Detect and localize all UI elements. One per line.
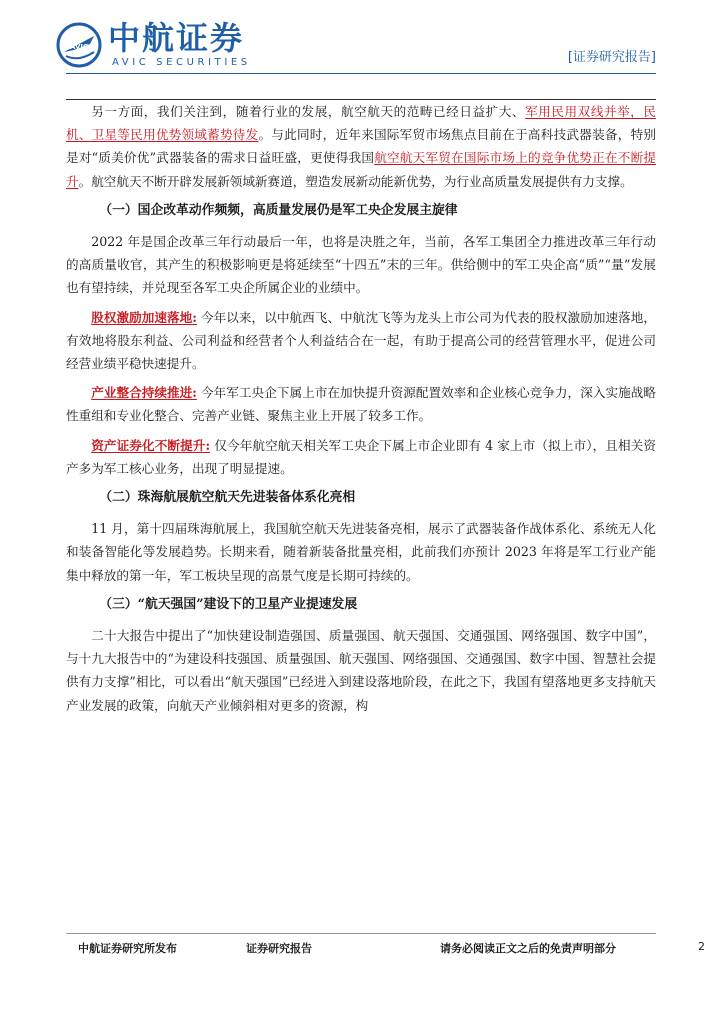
section-1-heading: （一）国企改革动作频频，高质量发展仍是军工央企发展主旋律	[99, 202, 458, 218]
section-3-paragraph: 二十大报告中提出了“加快建设制造强国、质量强国、航天强国、交通强国、网络强国、数字中国”，与十九大报告中的“为建设科技强国、质量强国、航天强国、网络强国、交通强国、数字中国、智慧社会提供有力支撑”相比，可以看出“航天强国”已经进入到建设落地阶段，在此之下，我国有望落地更多支持航天产业发展的政策，向航天产业倾斜相对更多的资源，构	[66, 628, 656, 713]
footer-publisher: 中航证券研究所发布	[78, 942, 177, 955]
section-2-heading: （二）珠海航展航空航天先进装备体系化亮相	[99, 490, 356, 506]
section-3-heading: （三）“航天强国”建设下的卫星产业提速发展	[99, 596, 358, 612]
point-text: 今年军工央企下属上市在加快提升资源配置效率和企业核心竞争力，深入实施战略性重组和专业化整合、完善产业链、聚焦主业上开展了较多工作。	[66, 385, 656, 424]
intro-highlight-2: 航空航天军贸在国际市场上的竞争优势正在不断提升	[66, 150, 656, 189]
footer-divider	[66, 933, 656, 934]
intro-text-3: 。航空航天不断开辟发展新领域新赛道，塑造发展新动能新优势，为行业高质量发展提供有力支撑。	[78, 173, 633, 189]
report-body	[66, 98, 656, 723]
section-1-point-industry-integration	[66, 381, 656, 427]
section-1-paragraph: 2022 年是国企改革三年行动最后一年，也将是决胜之年，当前，各军工集团全力推进改革三年行动的高质量收官，其产生的积极影响更是将延续至“十四五”末的三年。供给侧中的军工央企高“质”“量”发展也有望持续，并兑现至各军工央企所属企业的业绩中。	[66, 234, 656, 296]
intro-highlight-1: 军用民用双线并举，民机、卫星等民用优势领域蓄势待发	[66, 104, 657, 143]
footer-report-type: 证券研究报告	[246, 942, 312, 955]
company-name-en: AVIC SECURITIES	[112, 57, 251, 68]
intro-text-2: 。与此同时，近年来国际军贸市场焦点目前在于高科技武器装备，特别是对“质美价优”武器装备的需求日益旺盛，更使得我国	[66, 127, 657, 166]
footer-disclaimer-note: 请务必阅读正文之后的免责声明部分	[440, 942, 616, 955]
page-number: 2	[698, 940, 705, 953]
page-header	[0, 0, 724, 100]
section-1-point-equity-incentive	[66, 306, 656, 376]
intro-text-1: 另一方面，我们关注到，随着行业的发展，航空航天的范畴已经日益扩大、	[91, 104, 526, 119]
point-label: 股权激励加速落地:	[91, 309, 197, 325]
avic-logo-icon	[56, 22, 102, 68]
point-label: 产业整合持续推进:	[91, 385, 197, 401]
report-type-tag: [证券研究报告]	[567, 50, 656, 65]
section-1-point-securitization	[66, 434, 656, 480]
header-divider	[66, 73, 656, 74]
point-label: 资产证券化不断提升:	[91, 437, 211, 453]
logo-text: AVIC	[70, 43, 89, 51]
page-footer	[66, 936, 656, 958]
point-text: 仅今年航空航天相关军工央企下属上市企业即有 4 家上市（拟上市），且相关资产多为军工核心业务，出现了明显提速。	[66, 437, 656, 476]
intro-paragraph	[66, 100, 656, 193]
section-2-paragraph: 11 月，第十四届珠海航展上，我国航空航天先进装备亮相，展示了武器装备作战体系化、系统无人化和装备智能化等发展趋势。长期来看，随着新装备批量亮相，此前我们亦预计 2023 年将是军工行业产能集中释放的第一年，军工板块呈现的高景气度是长期可持续的。	[66, 521, 656, 583]
company-name-cn: 中航证券	[108, 19, 245, 57]
point-text: 今年以来，以中航西飞、中航沈飞等为龙头上市公司为代表的股权激励加速落地，有效地将股东利益、公司利益和经营者个人利益结合在一起，有助于提高公司的经营管理水平，促进公司经营业绩平稳快速提升。	[66, 309, 656, 372]
